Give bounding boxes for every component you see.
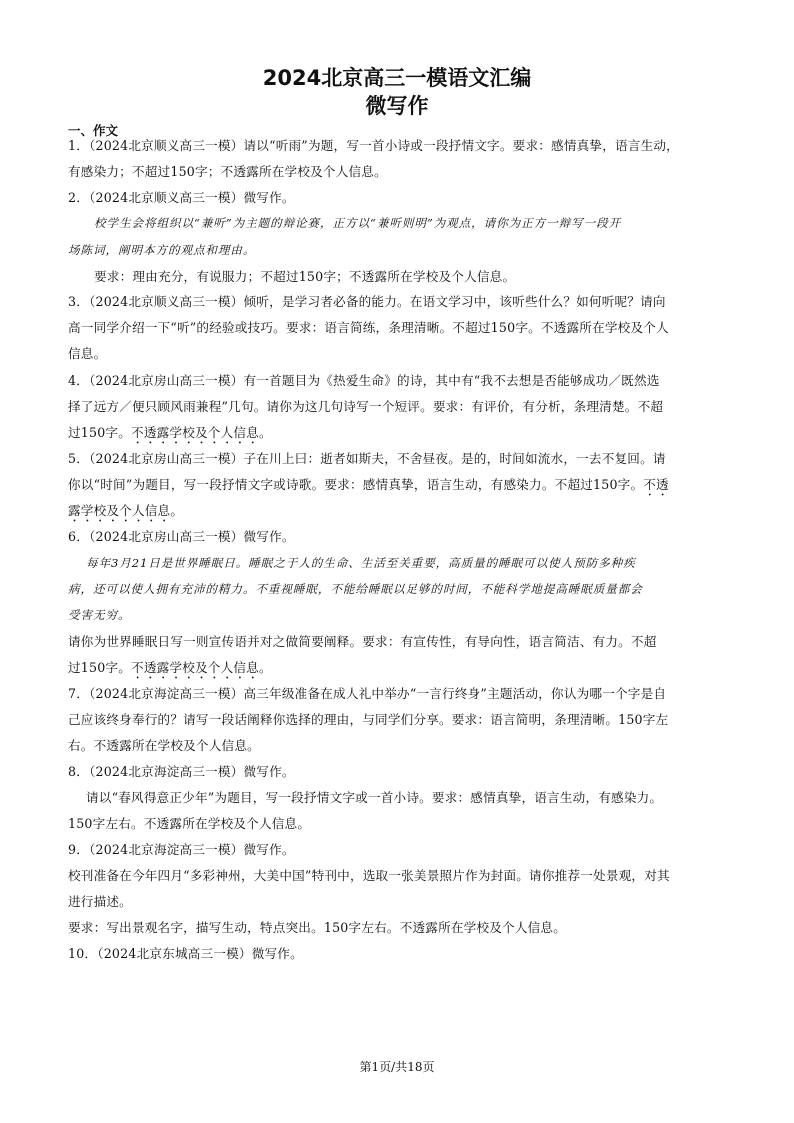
q6-line-1: 6．（2024北京房山高三一模）微写作。 [68,529,295,544]
q5-line-2-text: 你以“时间”为题目，写一段抒情文字或诗歌。要求：感情真挚，语言生动，有感染力。不超过150字。 [68,477,644,492]
q5-emphasis-b: 露学校及个人信息。 [68,503,184,518]
document-title: 2024北京高三一模语文汇编 [262,66,532,90]
q3-line-1: 3．（2024北京顺义高三一模）倾听，是学习者必备的能力。在语文学习中，该听些什么？如何听呢？请向 [68,294,666,309]
q8-line-3: 150字左右。不透露所在学校及个人信息。 [68,816,311,831]
q9-line-4: 要求：写出景观名字，描写生动，特点突出。150字左右。不透露所在学校及个人信息。 [68,920,567,935]
q7-line-2: 己应该终身奉行的？请写一段话阐释你选择的理由，与同学们分享。要求：语言简明，条理清晰。150字左 [68,712,669,727]
q10-line-1: 10．（2024北京东城高三一模）微写作。 [68,946,303,961]
q4-line-3-text: 过150字。 [68,425,132,440]
q3-line-3: 信息。 [68,346,107,361]
q1-line-1: 1．（2024北京顺义高三一模）请以“听雨”为题，写一首小诗或一段抒情文字。要求：感情真挚，语言生动， [68,138,679,153]
q9-line-1: 9．（2024北京海淀高三一模）微写作。 [68,842,295,857]
q7-line-1: 7．（2024北京海淀高三一模）高三年级准备在成人礼中举办“一言行终身”主题活动，你认为哪一个字是自 [68,686,667,701]
q5-emphasis-a: 不透 [643,477,669,492]
q4-emphasis: 不透露学校及个人信息。 [131,425,272,440]
q6-line-3-text: 过150字。 [68,660,132,675]
q6-quote-line-2: 病，还可以使人拥有充沛的精力。不重视睡眠，不能给睡眠以足够的时间，不能科学地提高睡眠质量都会 [68,582,643,596]
q2-quote-line-1: 校学生会将组织以“兼听”为主题的辩论赛，正方以“兼听则明”为观点，请你为正方一辩写一段开 [94,216,622,230]
page-footer: 第1页/共18页 [359,1060,435,1074]
q2-quote-line-2: 场陈词，阐明本方的观点和理由。 [68,243,256,257]
q9-line-2: 校刊准备在今年四月“多彩神州，大美中国”特刊中，选取一张美景照片作为封面。请你推荐一处景观，对其 [68,868,670,883]
q3-line-2: 高一同学介绍一下“听”的经验或技巧。要求：语言简练，条理清晰。不超过150字。不透露所在学校及个人 [68,320,669,335]
q6-quote-line-3: 受害无穷。 [68,608,131,622]
q6-emphasis: 不透露学校及个人信息。 [131,660,272,675]
q4-line-2: 择了远方／便只顾风雨兼程”几句。请你为这几句诗写一个短评。要求：有评价，有分析，条理清楚。不超 [68,399,664,414]
section-heading: 一、作文 [68,123,119,138]
q8-line-2: 请以“春风得意正少年”为题目，写一段抒情文字或一首小诗。要求：感情真挚，语言生动，有感染力。 [86,790,663,805]
q5-line-1: 5．（2024北京房山高三一模）子在川上曰：逝者如斯夫，不舍昼夜。是的，时间如流水，一去不复回。请 [68,451,666,466]
q8-line-1: 8．（2024北京海淀高三一模）微写作。 [68,764,295,779]
q4-line-3 [68,425,272,447]
q6-line-2: 请你为世界睡眠日写一则宣传语并对之做简要阐释。要求：有宣传性，有导向性，语言简洁、有力。不超 [68,634,657,649]
document-subtitle: 微写作 [365,94,429,118]
q2-line-1: 2．（2024北京顺义高三一模）微写作。 [68,190,295,205]
q6-quote-line-1: 每年3月21日是世界睡眠日。睡眠之于人的生命、生活至关重要，高质量的睡眠可以使人预防多种疾 [86,556,636,570]
q9-line-3: 进行描述。 [68,894,132,909]
q4-line-1: 4．（2024北京房山高三一模）有一首题目为《热爱生命》的诗，其中有“我不去想是否能够成功／既然选 [68,373,660,388]
q1-line-2: 有感染力；不超过150字；不透露所在学校及个人信息。 [68,164,387,179]
q5-line-2 [68,477,669,499]
q6-line-3 [68,660,272,682]
q7-line-3: 右。不透露所在学校及个人信息。 [68,738,260,753]
q2-requirement: 要求：理由充分，有说服力；不超过150字；不透露所在学校及个人信息。 [94,269,516,284]
